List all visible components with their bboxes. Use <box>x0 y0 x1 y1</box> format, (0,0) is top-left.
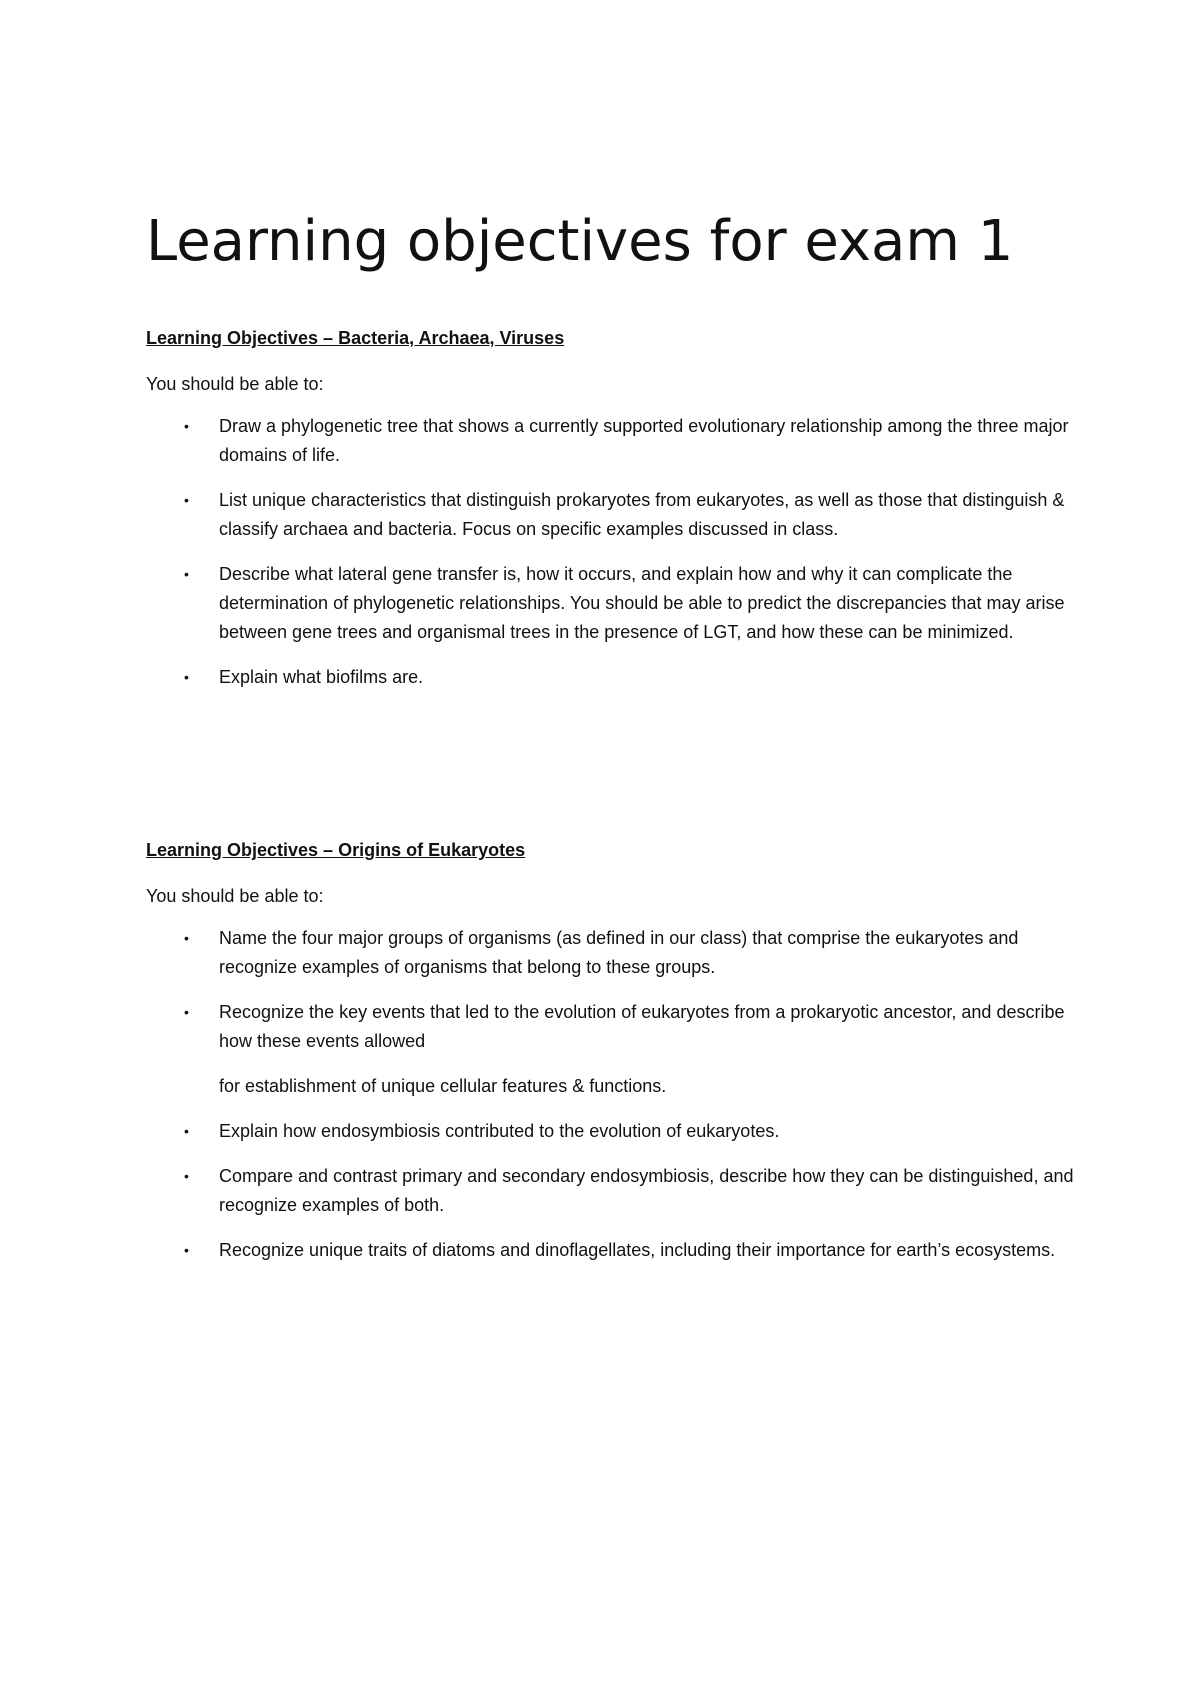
bullet-icon: • <box>184 1242 189 1258</box>
list-item <box>146 412 1086 470</box>
bullet-icon: • <box>184 930 189 946</box>
list-item <box>146 486 1086 544</box>
section-heading: Learning Objectives – Bacteria, Archaea, Viruses <box>146 328 565 348</box>
document-title: Learning objectives for exam 1 <box>146 209 1014 274</box>
list-item-text: Draw a phylogenetic tree that shows a currently supported evolutionary relationship among the three major domains of life. <box>219 416 1069 465</box>
list-item-text: Compare and contrast primary and secondary endosymbiosis, describe how they can be distinguished, and recognize examples of both. <box>219 1166 1074 1215</box>
list-item-text: Explain what biofilms are. <box>219 667 424 687</box>
section-origins-of-eukaryotes <box>146 838 1086 1265</box>
list-item <box>146 924 1086 982</box>
objectives-list <box>146 412 1086 692</box>
list-item-text: Name the four major groups of organisms (as defined in our class) that comprise the eukaryotes and recognize examples of organisms that belong to these groups. <box>219 928 1019 977</box>
section-heading: Learning Objectives – Origins of Eukaryotes <box>146 840 526 860</box>
bullet-icon: • <box>184 566 189 582</box>
list-item <box>146 1117 1086 1146</box>
bullet-icon: • <box>184 669 189 685</box>
list-item <box>146 1162 1086 1220</box>
section-intro: You should be able to: <box>146 374 324 394</box>
bullet-icon: • <box>184 1168 189 1184</box>
bullet-icon: • <box>184 1004 189 1020</box>
list-item <box>146 663 1086 692</box>
section-intro: You should be able to: <box>146 886 324 906</box>
list-item-continuation: for establishment of unique cellular features & functions. <box>219 1076 667 1096</box>
list-item <box>146 560 1086 647</box>
bullet-icon: • <box>184 492 189 508</box>
bullet-icon: • <box>184 418 189 434</box>
list-item-text: List unique characteristics that distinguish prokaryotes from eukaryotes, as well as those that distinguish & classify archaea and bacteria. Focus on specific examples discussed in class. <box>219 490 1065 539</box>
bullet-icon: • <box>184 1123 189 1139</box>
section-bacteria-archaea-viruses <box>146 326 1086 692</box>
list-item-text: Recognize unique traits of diatoms and dinoflagellates, including their importance for earth’s ecosystems. <box>219 1240 1056 1260</box>
list-item-text: Explain how endosymbiosis contributed to the evolution of eukaryotes. <box>219 1121 780 1141</box>
list-item <box>146 1236 1086 1265</box>
list-item <box>146 998 1086 1101</box>
list-item-text: Describe what lateral gene transfer is, how it occurs, and explain how and why it can complicate the determination of phylogenetic relationships. You should be able to predict the discrepancies that may arise between gene trees and organismal trees in the presence of LGT, and how these can be minimized. <box>219 564 1065 642</box>
objectives-list <box>146 924 1086 1265</box>
list-item-text: Recognize the key events that led to the evolution of eukaryotes from a prokaryotic ancestor, and describe how these events allowed <box>219 1002 1065 1051</box>
